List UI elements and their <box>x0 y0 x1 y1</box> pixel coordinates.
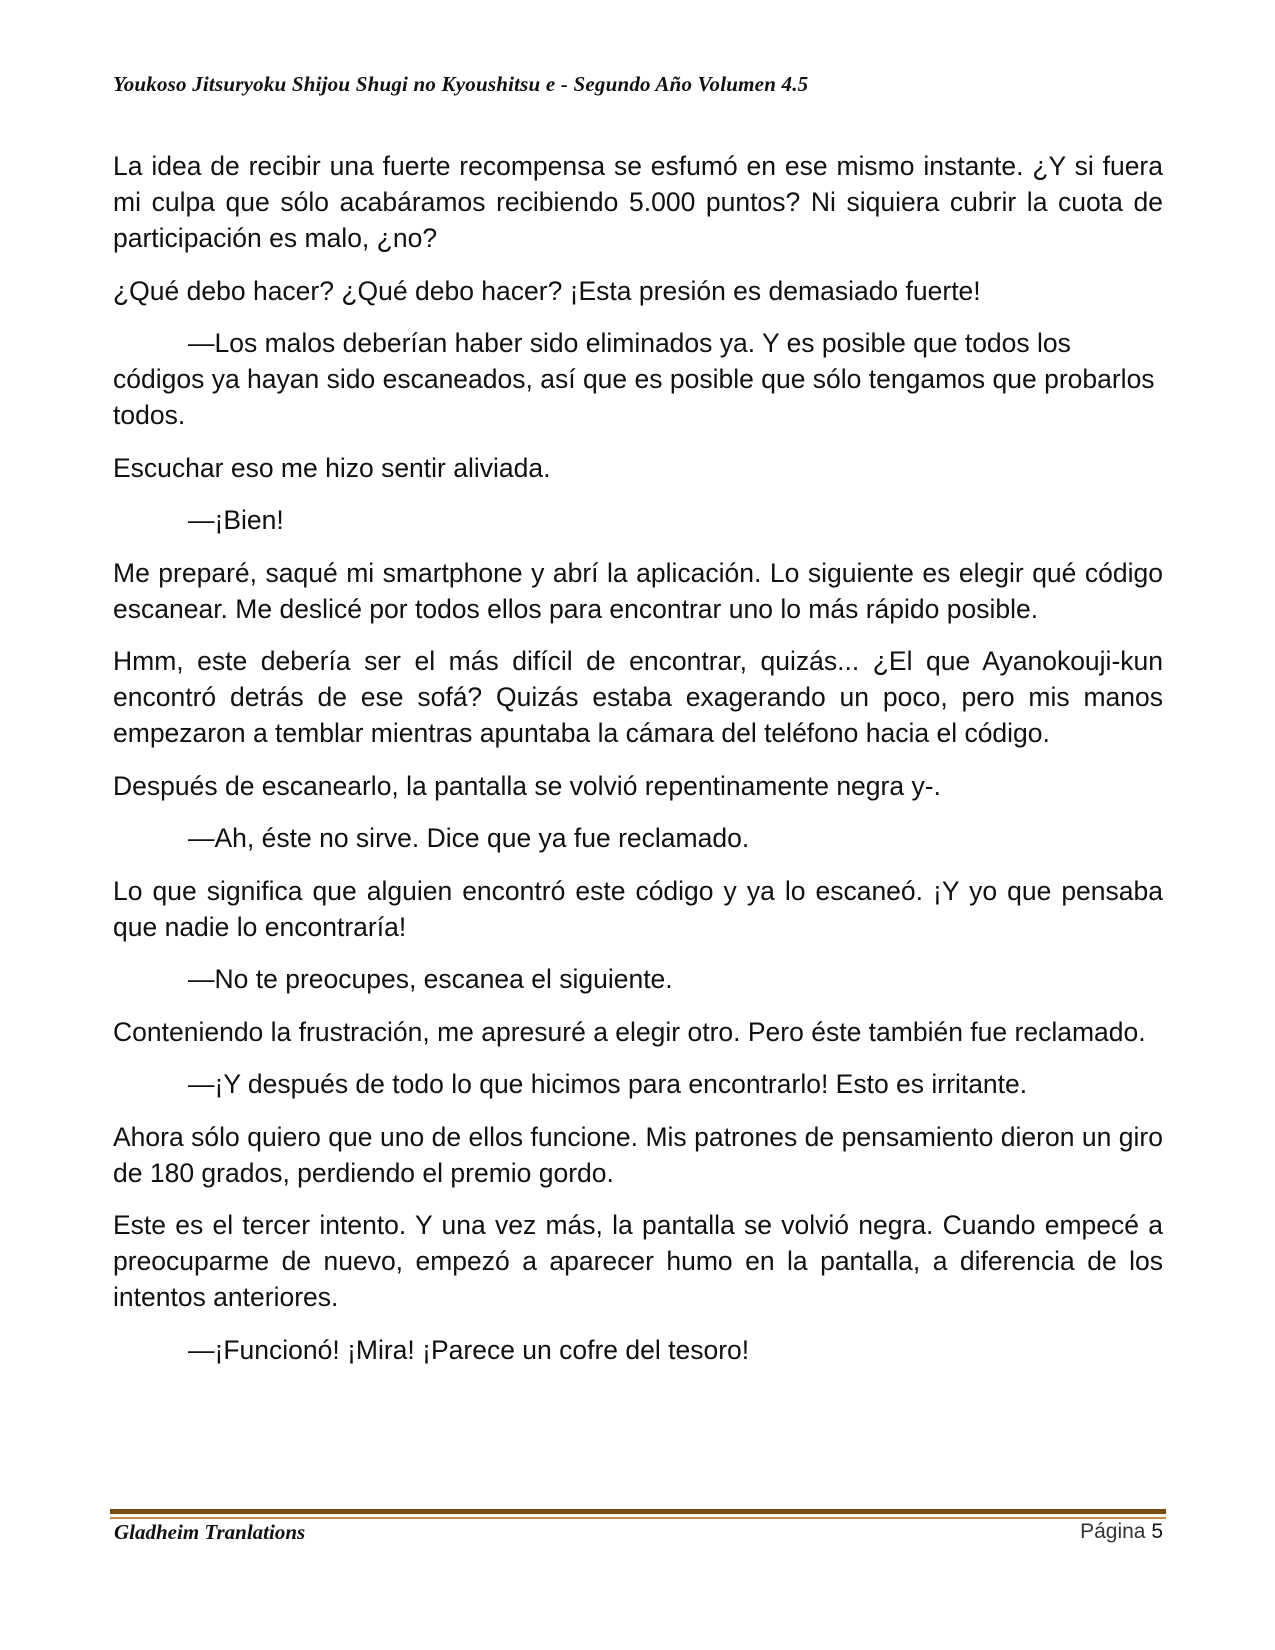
paragraph: Ahora sólo quiero que uno de ellos funcione. Mis patrones de pensamiento dieron un giro de 180 grados, perdiendo el premio gordo. <box>113 1121 1163 1188</box>
paragraph: Hmm, este debería ser el más difícil de encontrar, quizás... ¿El que Ayanokouji-kun encontró detrás de ese sofá? Quizás estaba exagerando un poco, pero mis manos empezaron a temblar mientras apuntaba la cámara del teléfono hacia el código. <box>113 646 1163 748</box>
paragraph: Lo que significa que alguien encontró este código y ya lo escaneó. ¡Y yo que pensaba que nadie lo encontraría! <box>113 875 1163 942</box>
paragraph: ¿Qué debo hacer? ¿Qué debo hacer? ¡Esta presión es demasiado fuerte! <box>113 275 981 306</box>
paragraph: Conteniendo la frustración, me apresuré a elegir otro. Pero éste también fue reclamado. <box>113 1016 1146 1047</box>
footer-divider-thick <box>110 1509 1166 1514</box>
paragraph: Este es el tercer intento. Y una vez más, la pantalla se volvió negra. Cuando empecé a preocuparme de nuevo, empezó a aparecer humo en la pantalla, a diferencia de los intentos anteriores. <box>113 1210 1163 1312</box>
dialogue-line: —Ah, éste no sirve. Dice que ya fue reclamado. <box>188 823 750 853</box>
paragraph: Escuchar eso me hizo sentir aliviada. <box>113 452 551 483</box>
footer-divider-thin <box>110 1517 1166 1519</box>
dialogue-line: —¡Y después de todo lo que hicimos para encontrarlo! Esto es irritante. <box>188 1069 1028 1099</box>
dialogue-line: —Los malos deberían haber sido eliminados ya. Y es posible que todos los códigos ya hayan sido escaneados, así que es posible que sólo tengamos que probarlos todos. <box>113 328 1155 430</box>
dialogue-line: —¡Bien! <box>188 505 284 535</box>
paragraph: Me preparé, saqué mi smartphone y abrí la aplicación. Lo siguiente es elegir qué código escanear. Me deslicé por todos ellos para encontrar uno lo más rápido posible. <box>113 557 1163 624</box>
page-number: 5 <box>1151 1520 1163 1543</box>
page-label: Página <box>1080 1520 1146 1543</box>
paragraph: Después de escanearlo, la pantalla se volvió repentinamente negra y-. <box>113 770 941 801</box>
page-number-block <box>1080 1520 1163 1544</box>
translator-credit: Gladheim Tranlations <box>114 1520 306 1544</box>
dialogue-line: —No te preocupes, escanea el siguiente. <box>188 964 673 994</box>
dialogue-line: —¡Funcionó! ¡Mira! ¡Parece un cofre del tesoro! <box>188 1334 750 1365</box>
running-header: Youkoso Jitsuryoku Shijou Shugi no Kyoushitsu e - Segundo Año Volumen 4.5 <box>113 72 809 96</box>
paragraph: La idea de recibir una fuerte recompensa se esfumó en ese mismo instante. ¿Y si fuera mi culpa que sólo acabáramos recibiendo 5.000 puntos? Ni siquiera cubrir la cuota de participación es malo, ¿no? <box>113 151 1163 253</box>
footer-divider <box>110 1509 1166 1519</box>
page-body <box>113 148 1163 1384</box>
